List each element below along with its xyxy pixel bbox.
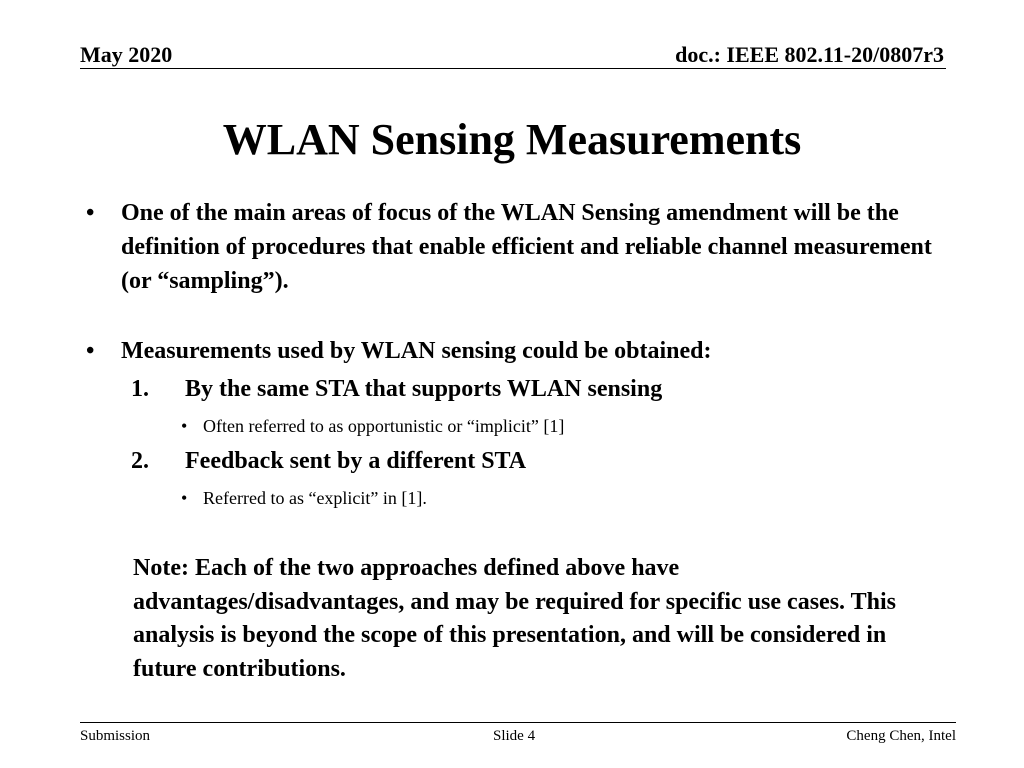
numbered-item: [86, 372, 932, 406]
item-number: 2.: [131, 448, 149, 474]
header-date: May 2020: [80, 42, 173, 67]
slide-title: WLAN Sensing Measurements: [222, 115, 802, 164]
footer-submission: Submission: [80, 728, 151, 744]
bullet-marker: •: [86, 200, 95, 226]
item-text: Feedback sent by a different STA: [185, 448, 527, 474]
bullet-item: [86, 196, 932, 298]
bullet-text: Measurements used by WLAN sensing could be obtained:: [121, 338, 712, 364]
note-paragraph: Note: Each of the two approaches defined above have advantages/disadvantages, and may be required for specific use cases. This analysis is beyond the scope of this presentation, and will be considered in future contributions.: [133, 555, 896, 682]
bullet-item: [86, 334, 932, 368]
sub-bullet-marker: •: [181, 488, 188, 508]
footer-divider: [80, 722, 956, 723]
sub-bullet-text: Often referred to as opportunistic or “implicit” [1]: [203, 416, 565, 436]
bullet-marker: •: [86, 338, 95, 364]
header-divider: [80, 68, 946, 69]
sub-bullet-marker: •: [181, 416, 188, 436]
sub-bullet-item: [86, 412, 932, 440]
numbered-item: [86, 444, 932, 478]
footer-author: Cheng Chen, Intel: [846, 728, 956, 744]
bullet-text: One of the main areas of focus of the WLAN Sensing amendment will be the definition of procedures that enable efficient and reliable channel measurement (or “sampling”).: [121, 200, 932, 294]
sub-bullet-text: Referred to as “explicit” in [1].: [203, 488, 427, 508]
slide-body: [86, 196, 932, 686]
header-doc-id: doc.: IEEE 802.11-20/0807r3: [675, 42, 944, 67]
item-text: By the same STA that supports WLAN sensing: [185, 376, 663, 402]
footer-slide-number: Slide 4: [493, 728, 536, 744]
sub-bullet-item: [86, 484, 932, 512]
item-number: 1.: [131, 376, 149, 402]
